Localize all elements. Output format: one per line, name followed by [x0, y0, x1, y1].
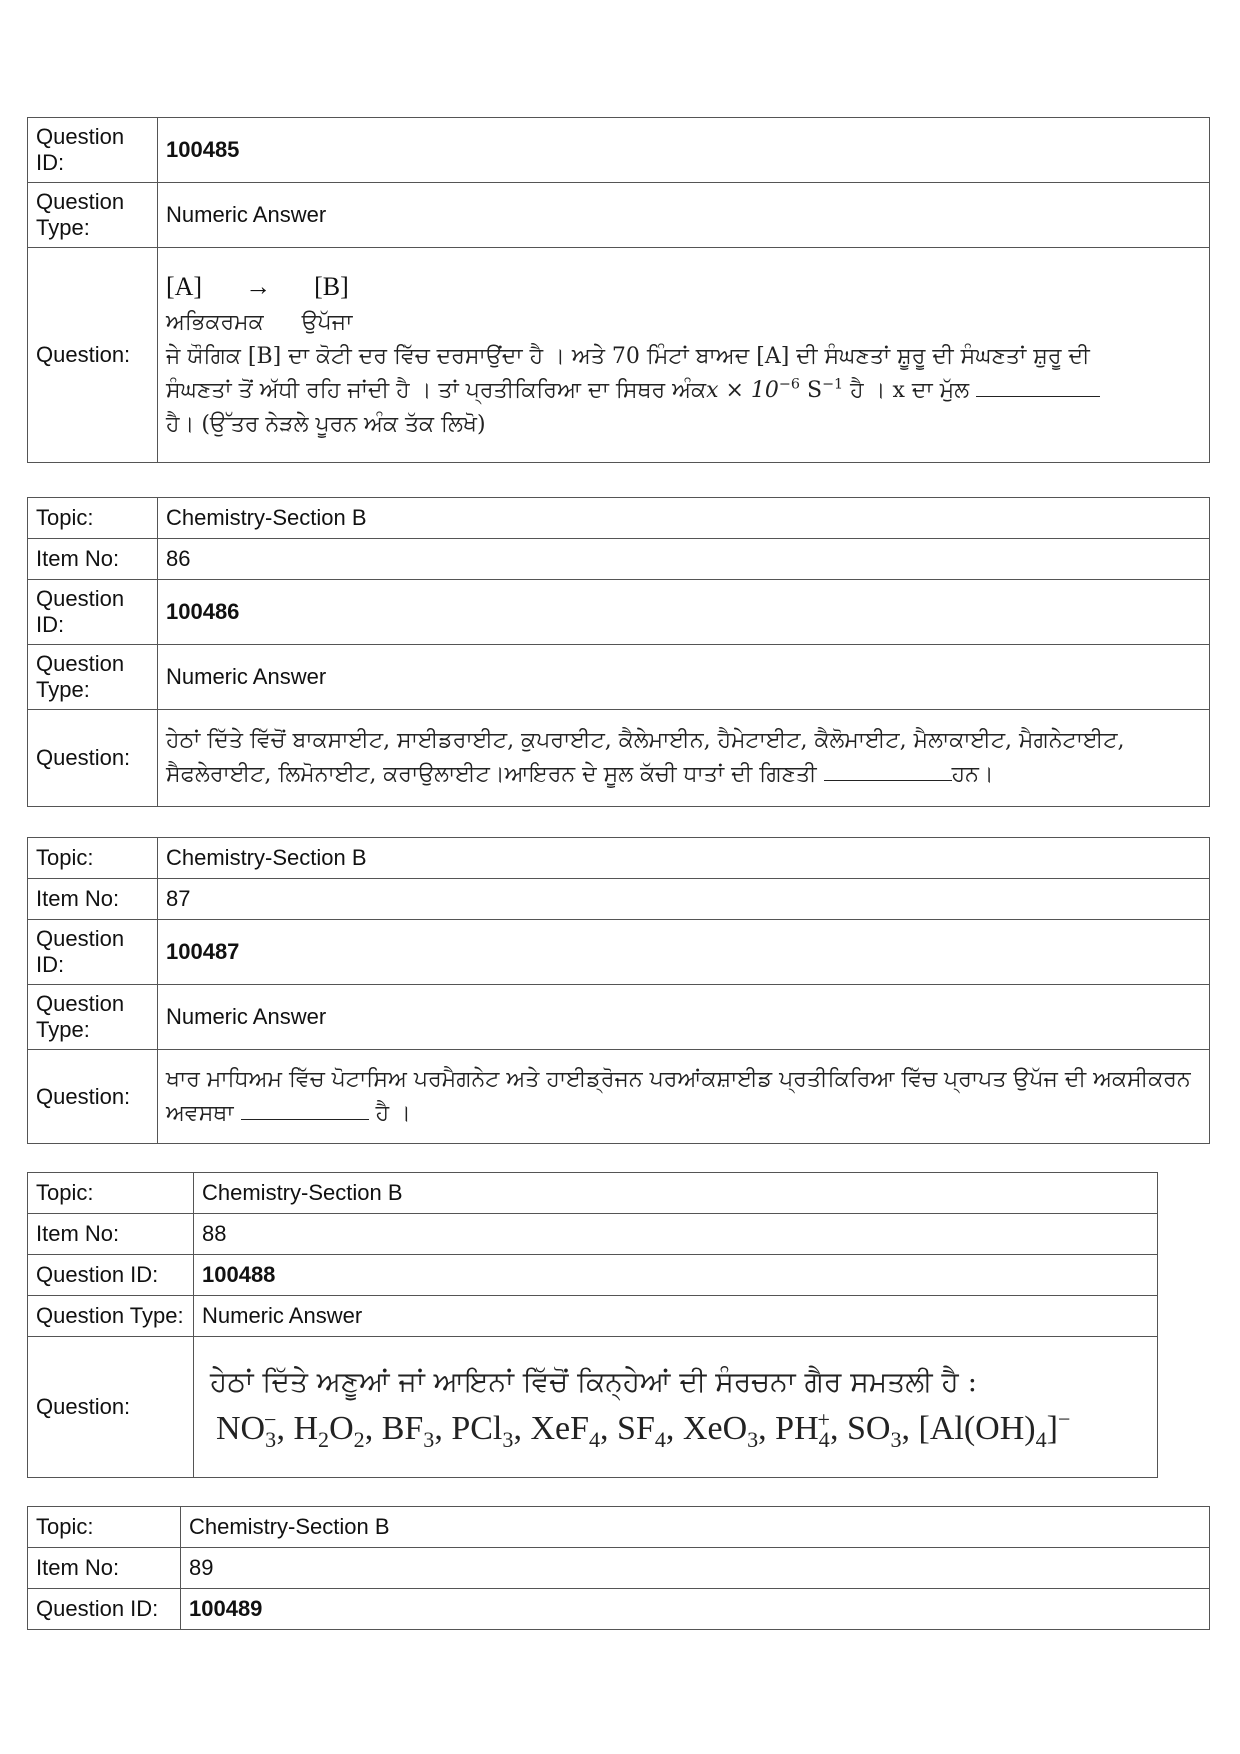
question-body	[158, 248, 1210, 463]
item-no-value: 87	[158, 879, 1210, 920]
topic-label: Topic:	[28, 838, 158, 879]
topic-label: Topic:	[28, 1173, 194, 1214]
question-table-100487	[27, 837, 1210, 1144]
question-id-label: Question ID:	[28, 1589, 181, 1630]
species-list: $NO_3^-$, $H_2O_2$, $BF_3$, PCl$_3$, XeF$_4$, $SF_4$, XeO$_3$, $PH_4^+$, $SO_3$, $[Al(OH)_4]^-$	[216, 1406, 1071, 1452]
species-pcl3: PCl$_3$	[451, 1410, 514, 1452]
question-line-1: ਖਾਰ ਮਾਧਿਅਮ ਵਿੱਚ ਪੋਟਾਸਿਅ ਪਰਮੈਗਨੇਟ ਅਤੇ ਹਾਈਡ੍ਰੋਜਨ ਪਰਆਂਕਸ਼ਾਈਡ ਪ੍ਰਤੀਕਿਰਿਆ ਵਿੱਚ ਪ੍ਰਾਪਤ ਉਪੱਜ ਦੀ ਅਕਸੀਕਰਨ	[166, 1066, 1191, 1092]
answer-blank	[824, 760, 952, 781]
species-aloh4: $[Al(OH)_4]^-$	[918, 1406, 1071, 1452]
question-type-label: Question Type:	[28, 645, 158, 710]
topic-value: Chemistry-Section B	[158, 498, 1210, 539]
question-id-label: Question ID:	[28, 1255, 194, 1296]
question-line-3: ਹੈ। (ਉੱਤਰ ਨੇੜਲੇ ਪੂਰਨ ਅੰਕ ਤੱਕ ਲਿਖੋ)	[166, 412, 486, 437]
topic-value: Chemistry-Section B	[181, 1507, 1210, 1548]
question-text: ਹੇਠਾਂ ਦਿੱਤੇ ਅਣੂਆਂ ਜਾਂ ਆਇਨਾਂ ਵਿੱਚੋਂ ਕਿਨ੍ਹੇਆਂ ਦੀ ਸੰਰਚਨਾ ਗੈਰ ਸਮਤਲੀ ਹੈ :	[210, 1365, 978, 1398]
question-line-2: ਅਵਸਥਾ ਹੈ ।	[166, 1100, 411, 1126]
question-label: Question:	[28, 710, 158, 807]
question-id-value: 100489	[181, 1589, 1210, 1630]
topic-value: Chemistry-Section B	[194, 1173, 1158, 1214]
question-type-value: Numeric Answer	[194, 1296, 1158, 1337]
species-no3: $NO_3^-$	[216, 1406, 277, 1452]
question-label: Question:	[28, 1337, 194, 1478]
question-label: Question:	[28, 248, 158, 463]
question-id-label: Question ID:	[28, 580, 158, 645]
question-id-label: Question ID:	[28, 920, 158, 985]
arrow-icon: →	[245, 272, 272, 301]
item-no-label: Item No:	[28, 539, 158, 580]
question-type-value: Numeric Answer	[158, 183, 1210, 248]
item-no-value: 89	[181, 1548, 1210, 1589]
reaction-equation	[166, 268, 1201, 306]
question-id-value: 100486	[158, 580, 1210, 645]
reaction-labels	[166, 306, 1201, 340]
topic-label: Topic:	[28, 498, 158, 539]
question-id-value: 100487	[158, 920, 1210, 985]
question-table-100486	[27, 497, 1210, 807]
question-type-value: Numeric Answer	[158, 985, 1210, 1050]
question-line-1: ਹੇਠਾਂ ਦਿੱਤੇ ਵਿੱਚੋਂ ਬਾਕਸਾਈਟ, ਸਾਈਡਰਾਈਟ, ਕੁਪਰਾਈਟ, ਕੈਲੇਮਾਈਨ, ਹੈਮੇਟਾਈਟ, ਕੈਲੋਮਾਈਟ, ਮੈਲਾਕਾਈਟ, ਮੈਗਨੇਟਾਈਟ,	[166, 728, 1125, 753]
species-h2o2: $H_2O_2$	[293, 1410, 365, 1452]
question-table-100485	[27, 117, 1210, 463]
item-no-value: 86	[158, 539, 1210, 580]
question-id-label: Question ID:	[28, 118, 158, 183]
question-table-100489	[27, 1506, 1210, 1630]
question-id-value: 100488	[194, 1255, 1158, 1296]
item-no-label: Item No:	[28, 1548, 181, 1589]
reactant: [A]	[166, 272, 203, 301]
reactant-label: ਅਭਿਕਰਮਕ	[166, 310, 264, 335]
species-so3: $SO_3$	[847, 1410, 902, 1452]
question-type-label: Question Type:	[28, 985, 158, 1050]
question-line-1: ਜੇ ਯੌਗਿਕ [B] ਦਾ ਕੋਟੀ ਦਰ ਵਿੱਚ ਦਰਸਾਉਂਦਾ ਹੈ । ਅਤੇ 70 ਮਿੰਟਾਂ ਬਾਅਦ [A] ਦੀ ਸੰਘਣਤਾਂ ਸ਼ੂਰੂ ਦੀ ਸੰਘਣਤਾਂ ਸ਼ੁਰੂ ਦੀ	[166, 344, 1090, 369]
question-line-2: ਸੰਘਣਤਾਂ ਤੋਂ ਅੱਧੀ ਰਹਿ ਜਾਂਦੀ ਹੈ । ਤਾਂ ਪ੍ਰਤੀਕਿਰਿਆ ਦਾ ਸਿਥਰ ਅੰਕx × $10^{-6}$ $S^{-1}$ ਹੈ । x ਦਾ ਮੁੱਲ	[166, 374, 1201, 408]
question-body	[158, 1050, 1210, 1144]
answer-blank	[976, 376, 1100, 397]
species-xeo3: XeO$_3$	[682, 1410, 759, 1452]
item-no-label: Item No:	[28, 1214, 194, 1255]
question-table-100488	[27, 1172, 1158, 1478]
question-type-value: Numeric Answer	[158, 645, 1210, 710]
species-xef4: XeF$_4$	[530, 1410, 601, 1452]
item-no-value: 88	[194, 1214, 1158, 1255]
question-id-value: 100485	[158, 118, 1210, 183]
species-ph4: $PH_4^+$	[775, 1406, 831, 1452]
question-type-label: Question Type:	[28, 183, 158, 248]
question-type-label: Question Type:	[28, 1296, 194, 1337]
question-line-2: ਸੈਫਲੇਰਾਈਟ, ਲਿਮੋਨਾਈਟ, ਕਰਾਉਲਾਈਟ।ਆਇਰਨ ਦੇ ਸੂਲ ਕੱਚੀ ਧਾਤਾਂ ਦੀ ਗਿਣਤੀ ਹਨ।	[166, 762, 994, 787]
question-label: Question:	[28, 1050, 158, 1144]
species-bf3: $BF_3$	[381, 1410, 435, 1452]
question-body	[194, 1337, 1158, 1478]
species-sf4: $SF_4$	[617, 1410, 666, 1452]
product: [B]	[314, 272, 349, 301]
answer-blank	[241, 1099, 369, 1120]
question-body	[158, 710, 1210, 807]
product-label: ਉਪੱਜਾ	[301, 310, 353, 335]
topic-label: Topic:	[28, 1507, 181, 1548]
topic-value: Chemistry-Section B	[158, 838, 1210, 879]
item-no-label: Item No:	[28, 879, 158, 920]
